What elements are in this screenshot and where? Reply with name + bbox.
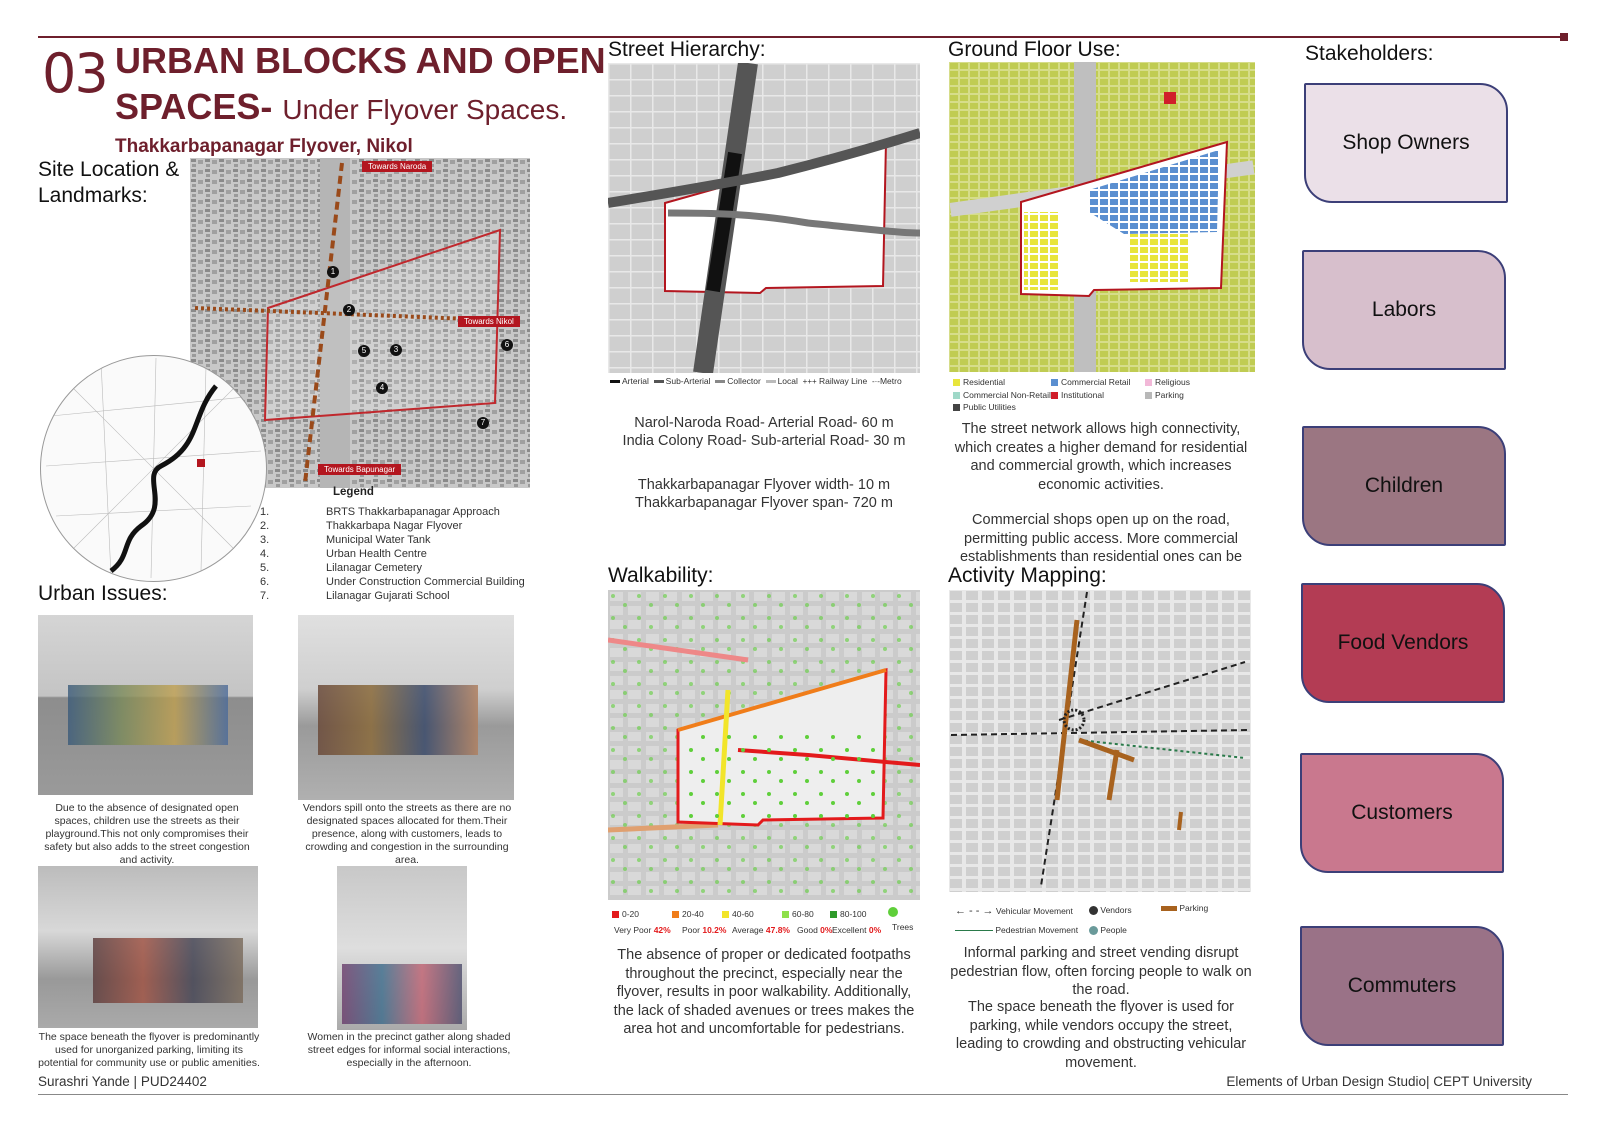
tag-towards-bapunagar: Towards Bapunagar xyxy=(318,464,401,475)
map-marker: 5 xyxy=(358,345,370,357)
legend-row: 3. Municipal Water Tank xyxy=(260,534,431,546)
tag-towards-naroda: Towards Naroda xyxy=(362,161,432,172)
street-hierarchy-heading: Street Hierarchy: xyxy=(608,38,766,61)
urban-issues-heading: Urban Issues: xyxy=(38,582,168,605)
caption-issue-3: The space beneath the flyover is predominantly used for unorganized parking, limiting its potential for community use or public amenities. xyxy=(38,1031,260,1069)
people-dot-icon xyxy=(1089,926,1098,935)
walk-stat-average: Average 47.8% xyxy=(732,925,790,935)
activity-legend xyxy=(955,903,1255,939)
walk-stat-very-poor: Very Poor 42% xyxy=(614,925,671,935)
legend-collector: Collector xyxy=(715,376,761,386)
page-title-line2 xyxy=(115,86,567,128)
legend-institutional: Institutional xyxy=(1051,390,1104,400)
walk-stat-excellent: Excellent 0% xyxy=(832,925,882,935)
activity-map xyxy=(949,590,1251,892)
walk-legend-60-80: 60-80 xyxy=(782,909,814,919)
legend-row: 1. BRTS Thakkarbapanagar Approach xyxy=(260,506,500,518)
site-location-heading-2: Landmarks: xyxy=(38,184,148,207)
walkability-heading: Walkability: xyxy=(608,564,714,587)
walk-legend-80-100: 80-100 xyxy=(830,909,866,919)
page-title-line2-bold: SPACES- xyxy=(115,86,273,127)
photo-color-band xyxy=(342,964,462,1024)
walk-legend-40-60: 40-60 xyxy=(722,909,754,919)
city-key-map-graphic xyxy=(41,356,266,581)
street-text-3: Thakkarbapanagar Flyover width- 10 m xyxy=(637,477,891,493)
photo-women-gather xyxy=(337,866,467,1030)
stakeholder-shop-owners: Shop Owners xyxy=(1304,83,1508,203)
legend-pedestrian: Pedestrian Movement xyxy=(955,925,1078,935)
legend-commercial-non-retail: Commercial Non-Retail xyxy=(953,390,1051,400)
top-rule xyxy=(38,36,1568,38)
walk-stat-poor: Poor 10.2% xyxy=(682,925,727,935)
stakeholder-commuters: Commuters xyxy=(1300,926,1504,1046)
legend-commercial-retail: Commercial Retail xyxy=(1051,377,1130,387)
bottom-rule xyxy=(38,1094,1568,1095)
map-marker: 4 xyxy=(376,382,388,394)
tree-icon xyxy=(888,907,898,917)
walk-legend-trees xyxy=(888,907,898,919)
map-marker: 3 xyxy=(390,344,402,356)
legend-railway: +++ Railway Line xyxy=(802,376,868,386)
city-key-map xyxy=(40,355,267,582)
stakeholder-labors: Labors xyxy=(1302,250,1506,370)
site-location-heading-1: Site Location & xyxy=(38,158,180,181)
stakeholder-customers: Customers xyxy=(1300,753,1504,873)
legend-row: 2. Thakkarbapa Nagar Flyover xyxy=(260,520,463,532)
legend-sub-arterial: Sub-Arterial xyxy=(654,376,711,386)
site-subtitle: Thakkarbapanagar Flyover, Nikol xyxy=(115,136,413,157)
walk-stat-good: Good 0% xyxy=(797,925,833,935)
photo-flyover-parking xyxy=(38,866,258,1028)
walk-legend-trees-label: Trees xyxy=(892,922,914,932)
walkability-legend xyxy=(612,909,922,937)
ground-floor-map xyxy=(949,62,1255,372)
landmark-legend xyxy=(260,505,525,603)
legend-row: 5. Lilanagar Cemetery xyxy=(260,562,422,574)
page-title-line2-sub: Under Flyover Spaces. xyxy=(282,94,568,125)
map-marker: 1 xyxy=(327,266,339,278)
walkability-text: The absence of proper or dedicated footpaths throughout the precinct, especially near the flyover, results in poor walkability. Additionally, the lack of shaded avenues or trees makes the area hot and uncomfortable for pedestrians. xyxy=(613,947,915,1037)
vendor-dot-icon xyxy=(1089,906,1098,915)
top-rule-end xyxy=(1560,33,1568,41)
legend-parking-activity: Parking xyxy=(1161,903,1208,913)
caption-issue-1: Due to the absence of designated open spaces, children use the streets as their playground.This not only compromises their safety but also adds to the street congestion and activity. xyxy=(44,802,250,866)
photo-color-band xyxy=(68,685,228,745)
activity-text-1: Informal parking and street vending disrupt pedestrian flow, often forcing people to walk on the road. xyxy=(950,945,1252,998)
walkability-map xyxy=(608,590,920,900)
map-marker: 7 xyxy=(477,417,489,429)
street-text-4: Thakkarbapanagar Flyover span- 720 m xyxy=(635,495,893,511)
legend-arterial: Arterial xyxy=(610,376,649,386)
legend-row: 7. Lilanagar Gujarati School xyxy=(260,590,450,602)
walk-legend-20-40: 20-40 xyxy=(672,909,704,919)
stakeholder-children: Children xyxy=(1302,426,1506,546)
footer-author: Surashri Yande | PUD24402 xyxy=(38,1074,207,1089)
ground-floor-graphic xyxy=(949,62,1255,372)
map-marker: 2 xyxy=(343,304,355,316)
walk-legend-0-20: 0-20 xyxy=(612,909,639,919)
legend-residential: Residential xyxy=(953,377,1005,387)
stakeholders-heading: Stakeholders: xyxy=(1305,42,1434,65)
street-legend xyxy=(610,376,902,386)
map-marker: 6 xyxy=(501,339,513,351)
photo-vendors-street xyxy=(298,615,514,800)
ground-floor-text-1: The street network allows high connectivity, which creates a higher demand for residential and commercial growth, which increases economic activities. xyxy=(954,421,1248,493)
legend-metro: -·-Metro xyxy=(871,376,902,386)
activity-heading: Activity Mapping: xyxy=(948,564,1107,587)
legend-public-utilities: Public Utilities xyxy=(953,402,1016,412)
page-title-line1: URBAN BLOCKS AND OPEN xyxy=(115,40,606,81)
street-text-1: Narol-Naroda Road- Arterial Road- 60 m xyxy=(634,415,894,431)
legend-vehicular: ← - - → Vehicular Movement xyxy=(955,905,1073,917)
walkability-graphic xyxy=(608,590,920,900)
street-hierarchy-graphic xyxy=(608,63,920,373)
legend-vendors: Vendors xyxy=(1089,905,1132,915)
photo-color-band xyxy=(93,938,243,1003)
photo-children-street xyxy=(38,615,253,795)
caption-issue-2: Vendors spill onto the streets as there are no designated spaces allocated for them.Their presence, along with customers, leads to crowding and congestion in the surrounding area. xyxy=(302,802,512,866)
legend-row: 4. Urban Health Centre xyxy=(260,548,427,560)
activity-text-2: The space beneath the flyover is used for parking, while vendors occupy the street, leading to crowding and obstructing vehicular movement. xyxy=(955,999,1247,1071)
legend-title: Legend xyxy=(333,486,374,498)
photo-color-band xyxy=(318,685,478,755)
activity-graphic xyxy=(949,590,1251,892)
legend-row: 6. Under Construction Commercial Building xyxy=(260,576,525,588)
footer-institution: Elements of Urban Design Studio| CEPT University xyxy=(1226,1074,1532,1089)
ground-floor-heading: Ground Floor Use: xyxy=(948,38,1121,61)
parking-bar-icon xyxy=(1161,906,1177,911)
tag-towards-nikol: Towards Nikol xyxy=(458,316,520,327)
legend-people: People xyxy=(1089,925,1127,935)
legend-local: Local xyxy=(766,376,798,386)
stakeholder-food-vendors: Food Vendors xyxy=(1301,583,1505,703)
legend-religious: Religious xyxy=(1145,377,1190,387)
legend-parking: Parking xyxy=(1145,390,1184,400)
section-number: 03 xyxy=(42,42,107,105)
caption-issue-4: Women in the precinct gather along shaded street edges for informal social interactions, especially in the afternoon. xyxy=(307,1031,511,1069)
ground-floor-text-2: Commercial shops open up on the road, permitting public access. More commercial establishments than residential ones can be xyxy=(959,512,1243,565)
street-hierarchy-map xyxy=(608,63,920,373)
street-text-2: India Colony Road- Sub-arterial Road- 30 m xyxy=(622,433,906,449)
